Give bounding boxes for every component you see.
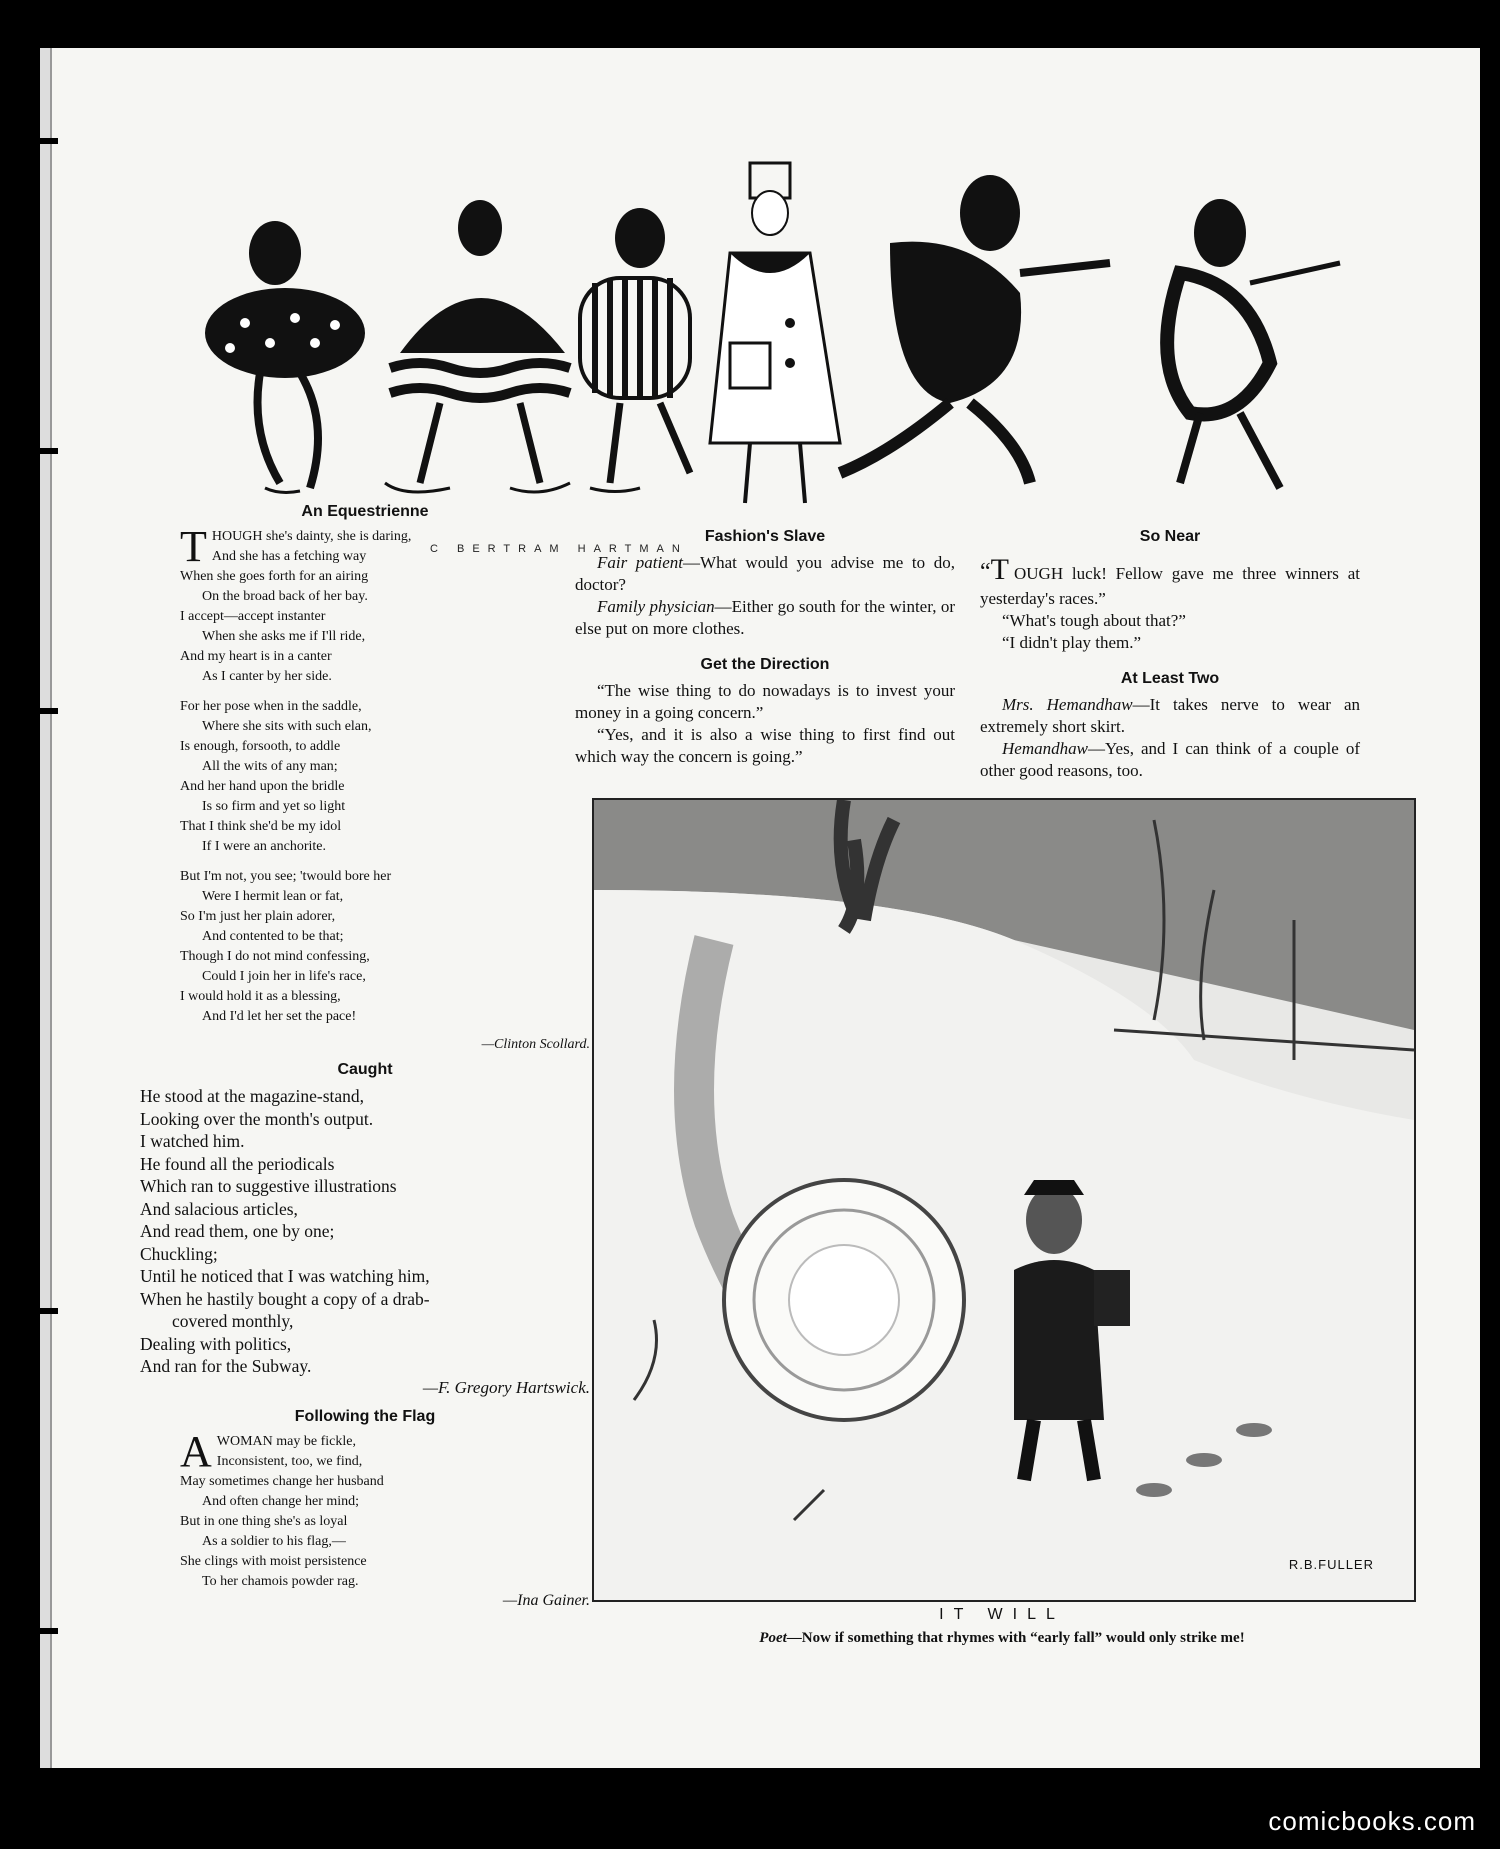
speaker: Hemandhaw <box>1002 739 1088 758</box>
binding-edge <box>40 48 52 1768</box>
fashion-title: Fashion's Slave <box>704 528 826 545</box>
poem-line: But in one thing she's as loyal <box>180 1513 348 1529</box>
binding-mark <box>40 1308 58 1314</box>
dialogue: OUGH luck! Fellow gave me three winners at yesterday's races.” <box>980 564 1360 608</box>
dialogue: “Yes, and it is also a wise thing to first find out which way the concern is going.” <box>575 725 955 766</box>
dialogue: “What's tough about that?” <box>1002 611 1186 630</box>
left-column <box>140 503 590 1610</box>
poem-line: Were I hermit lean or fat, <box>202 889 344 904</box>
poem-line: So I'm just her plain adorer, <box>180 909 336 924</box>
poem-line: And I'd let her set the pace! <box>202 1009 357 1024</box>
poem-line: Inconsistent, too, we find, <box>216 1453 363 1469</box>
dropcap: A <box>180 1426 212 1476</box>
poem-line: Is so firm and yet so light <box>202 799 346 814</box>
poem-line: And salacious articles, <box>140 1198 298 1219</box>
open-quote: “ <box>980 559 991 585</box>
poem-line: If I were an anchorite. <box>202 839 326 854</box>
poem-line: When he hastily bought a copy of a drab- <box>140 1288 430 1309</box>
skater-figure <box>205 221 365 492</box>
binding-mark <box>40 1628 58 1634</box>
poem-line: For her pose when in the saddle, <box>180 699 362 714</box>
direction-title: Get the Direction <box>700 656 830 673</box>
skater-figure <box>580 208 690 492</box>
poem-line: Where she sits with such elan, <box>202 719 372 734</box>
skater-figure <box>1167 199 1340 488</box>
binding-mark <box>40 138 58 144</box>
poem-line: And she has a fetching way <box>211 549 367 564</box>
speaker: Family physician <box>597 597 715 616</box>
dialogue: —What would you advise me to do, doctor? <box>575 553 955 594</box>
poem-line: I would hold it as a blessing, <box>180 989 341 1004</box>
poem-line: She clings with moist persistence <box>180 1553 367 1569</box>
poem-line: Could I join her in life's race, <box>202 969 366 984</box>
watermark: comicbooks.com <box>1268 1806 1476 1836</box>
dialogue: —It takes nerve to wear an extremely short skirt. <box>980 695 1360 736</box>
poem-stanza <box>180 867 590 1027</box>
poem-line: I accept—accept instanter <box>180 609 326 624</box>
poem-line: covered monthly, <box>172 1311 294 1331</box>
sonear-title: So Near <box>1139 528 1201 545</box>
flag-poem <box>140 1426 590 1610</box>
poem-line: May sometimes change her husband <box>180 1473 384 1489</box>
dropcap: T <box>990 553 1009 586</box>
cartoon-drawing <box>594 800 1414 1600</box>
poem-line: Which ran to suggestive illustrations <box>140 1176 397 1196</box>
poem-line: As a soldier to his flag,— <box>202 1533 346 1549</box>
speaker: Poet <box>759 1630 787 1646</box>
leasttwo-title: At Least Two <box>1120 670 1220 687</box>
dialogue: “The wise thing to do nowadays is to invest your money in a going concern.” <box>575 681 955 722</box>
poem-line: And her hand upon the bridle <box>180 779 345 794</box>
equestrienne-author: —Clinton Scollard. <box>481 1037 590 1052</box>
poem-line: As I canter by her side. <box>202 669 332 684</box>
coat-figure <box>710 163 840 503</box>
poem-line: Looking over the month's output. <box>140 1108 374 1129</box>
poem-line: And contented to be that; <box>202 929 344 944</box>
magazine-page <box>40 48 1480 1768</box>
poem-line: Chuckling; <box>140 1243 218 1264</box>
poem-line: And often change her mind; <box>202 1493 360 1509</box>
poem-line: And my heart is in a canter <box>180 649 332 664</box>
equestrienne-title: An Equestrienne <box>301 503 429 520</box>
poem-line: To her chamois powder rag. <box>202 1573 359 1589</box>
poem-line: He stood at the magazine-stand, <box>140 1086 365 1106</box>
snowball-cartoon <box>592 798 1416 1602</box>
poem-line: On the broad back of her bay. <box>202 589 368 604</box>
caption-text: —Now if something that rhymes with “early fall” would only strike me! <box>786 1630 1245 1646</box>
binding-mark <box>40 448 58 454</box>
equestrienne-poem <box>140 522 590 1053</box>
cartoon-signature: R.B.FULLER <box>1288 1557 1374 1572</box>
cartoon-caption <box>592 1630 1412 1647</box>
skater-figure <box>840 175 1110 483</box>
binding-mark <box>40 708 58 714</box>
poem-line: Is enough, forsooth, to addle <box>180 739 341 754</box>
poem-line: Until he noticed that I was watching him, <box>140 1266 430 1286</box>
flag-title: Following the Flag <box>294 1407 436 1425</box>
poem-line: And read them, one by one; <box>140 1221 335 1241</box>
poem-stanza <box>180 522 590 687</box>
dropcap: T <box>180 522 207 571</box>
skaters-illustration <box>190 103 1370 563</box>
poem-line: When she asks me if I'll ride, <box>202 629 366 644</box>
speaker: Mrs. Hemandhaw <box>1002 695 1133 714</box>
dialogue: —Yes, and I can think of a couple of other good reasons, too. <box>980 739 1360 780</box>
poem-stanza <box>180 697 590 857</box>
poem-line: But I'm not, you see; 'twould bore her <box>180 869 392 884</box>
poem-line: All the wits of any man; <box>202 759 338 774</box>
poem-line: WOMAN may be fickle, <box>216 1433 356 1449</box>
caught-title: Caught <box>337 1061 393 1078</box>
poem-line: He found all the periodicals <box>140 1153 335 1174</box>
poem-line: HOUGH she's dainty, she is daring, <box>211 529 412 544</box>
banner-signature: C BERTRAM HARTMAN <box>430 543 688 555</box>
caught-author: —F. Gregory Hartswick. <box>422 1377 590 1397</box>
flag-author: —Ina Gainer. <box>502 1591 590 1609</box>
poem-line: Dealing with politics, <box>140 1333 292 1354</box>
poem-line: I watched him. <box>140 1131 245 1151</box>
poem-line: That I think she'd be my idol <box>180 819 342 834</box>
poem-line: When she goes forth for an airing <box>180 569 369 584</box>
cartoon-caption-title: IT WILL <box>939 1606 1065 1623</box>
caught-poem <box>140 1085 590 1378</box>
right-column <box>980 528 1360 782</box>
middle-column <box>575 528 955 768</box>
dialogue: “I didn't play them.” <box>1002 633 1142 652</box>
speaker: Fair patient <box>597 553 684 572</box>
dialogue: —Either go south for the winter, or else put on more clothes. <box>575 597 955 638</box>
poem-line: And ran for the Subway. <box>140 1356 312 1376</box>
poem-line: Though I do not mind confessing, <box>180 949 370 964</box>
skater-figure <box>385 200 570 492</box>
